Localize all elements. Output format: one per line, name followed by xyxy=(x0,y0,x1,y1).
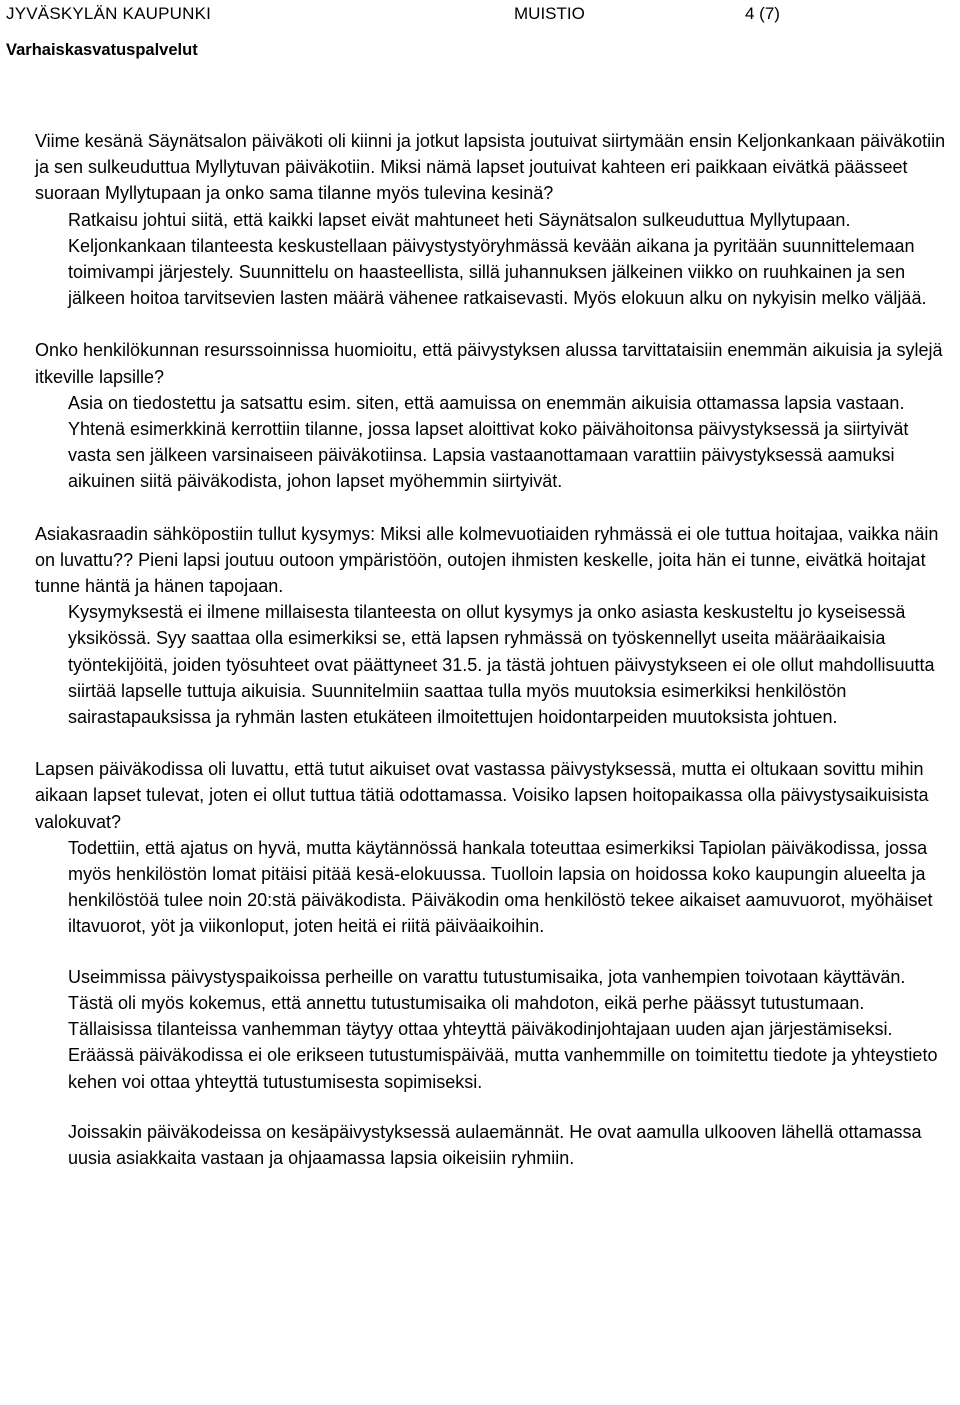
answer-paragraph: Todettiin, että ajatus on hyvä, mutta käytännössä hankala toteuttaa esimerkiksi Tapiolan päiväkodissa, jossa myös henkilöstön lomat pitäisi pitää kesä-elokuussa. Tuolloin lapsia on hoidossa koko kaupungin alueelta ja henkilöstöä tulee noin 20:stä päiväkodista. Päiväkodin oma henkilöstö tekee aikaiset aamuvuorot, myöhäiset iltavuorot, yöt ja viikonloput, joten heitä ei riitä päiväaikoihin. xyxy=(68,837,933,937)
info-paragraph: Joissakin päiväkodeissa on kesäpäivystyksessä aulaemännät. He ovat aamulla ulkooven lähellä ottamassa uusia asiakkaita vastaan ja ohjaamassa lapsia oikeisiin ryhmiin. xyxy=(68,1121,922,1168)
page-number: 4 (7) xyxy=(745,4,780,23)
info-paragraph: Useimmissa päivystyspaikoissa perheille on varattu tutustumisaika, jota vanhempien toivotaan käyttävän. Tästä oli myös kokemus, että annettu tutustumisaika oli mahdoton, eikä perhe päässyt tutustumaan. Tällaisissa tilanteissa vanhemman täytyy ottaa yhteyttä päiväkodinjohtajaan uuden ajan järjestämiseksi. Eräässä päiväkodissa ei ole erikseen tutustumispäivää, mutta vanhemmille on toimitettu tiedote ja yhteystieto kehen voi ottaa yhteyttä tutustumisesta sopimiseksi. xyxy=(68,966,938,1092)
answer-paragraph: Asia on tiedostettu ja satsattu esim. siten, että aamuissa on enemmän aikuisia ottamassa lapsia vastaan. Yhtenä esimerkkinä kerrottiin tilanne, jossa lapset aloittivat koko päivähoitonsa päivystyksessä ja siirtyivät vasta sen jälkeen varsinaiseen päiväkotiinsa. Lapsia vastaanottamaan varattiin päivystyksessä aamuksi aikuinen siitä päiväkodista, johon lapset myöhemmin siirtyivät. xyxy=(68,392,909,492)
question-paragraph: Lapsen päiväkodissa oli luvattu, että tutut aikuiset ovat vastassa päivystyksessä, mutta ei oltukaan sovittu mihin aikaan lapset tulevat, joten ei ollut tuttua tätiä odottamassa. Voisiko lapsen hoitopaikassa olla päivystysaikuisista valokuvat? xyxy=(35,759,929,832)
question-paragraph: Onko henkilökunnan resurssoinnissa huomioitu, että päivystyksen alussa tarvittataisiin enemmän aikuisia ja sylejä itkeville lapsille? xyxy=(35,340,943,387)
document-header xyxy=(6,4,946,64)
department-name: Varhaiskasvatuspalvelut xyxy=(6,41,198,59)
question-paragraph: Viime kesänä Säynätsalon päiväkoti oli kiinni ja jotkut lapsista joutuivat siirtymään ensin Keljonkankaan päiväkotiin ja sen sulkeuduttua Myllytuvan päiväkotiin. Miksi nämä lapset joutuivat kahteen eri paikkaan eivätkä päässeet suoraan Myllytupaan ja onko sama tilanne myös tulevina kesinä? xyxy=(35,131,946,204)
question-paragraph: Asiakasraadin sähköpostiin tullut kysymys: Miksi alle kolmevuotiaiden ryhmässä ei ole tuttua hoitajaa, vaikka näin on luvattu?? Pieni lapsi joutuu outoon ympäristöön, outojen ihmisten keskelle, joita hän ei tunne, eivätkä hoitajat tunne häntä ja hänen tapojaan. xyxy=(35,523,939,597)
memo-body xyxy=(35,128,949,1171)
document-type: MUISTIO xyxy=(514,4,585,23)
organization-name: JYVÄSKYLÄN KAUPUNKI xyxy=(6,4,212,23)
answer-paragraph: Kysymyksestä ei ilmene millaisesta tilanteesta on ollut kysymys ja onko asiasta keskusteltu jo kyseisessä yksikössä. Syy saattaa olla esimerkiksi se, että lapsen ryhmässä on työskennellyt useita määräaikaisia työntekijöitä, joiden työsuhteet ovat päättyneet 31.5. ja tästä johtuen päivystykseen ei ole ollut mahdollisuutta siirtää lapselle tuttuja aikuisia. Suunnitelmiin saattaa tulla myös muutoksia esimerkiksi henkilöstön sairastapauksissa ja ryhmän lasten etukäteen ilmoitettujen hoidontarpeiden muutoksista johtuen. xyxy=(68,602,935,728)
answer-paragraph: Ratkaisu johtui siitä, että kaikki lapset eivät mahtuneet heti Säynätsalon sulkeuduttua Myllytupaan. Keljonkankaan tilanteesta keskustellaan päivystystyöryhmässä kevään aikana ja pyritään suunnittelemaan toimivampi järjestely. Suunnittelu on haasteellista, sillä juhannuksen jälkeinen viikko on ruuhkainen ja sen jälkeen hoitoa tarvitsevien lasten määrä vähenee ratkaisevasti. Myös elokuun alku on nykyisin melko väljää. xyxy=(68,209,927,309)
